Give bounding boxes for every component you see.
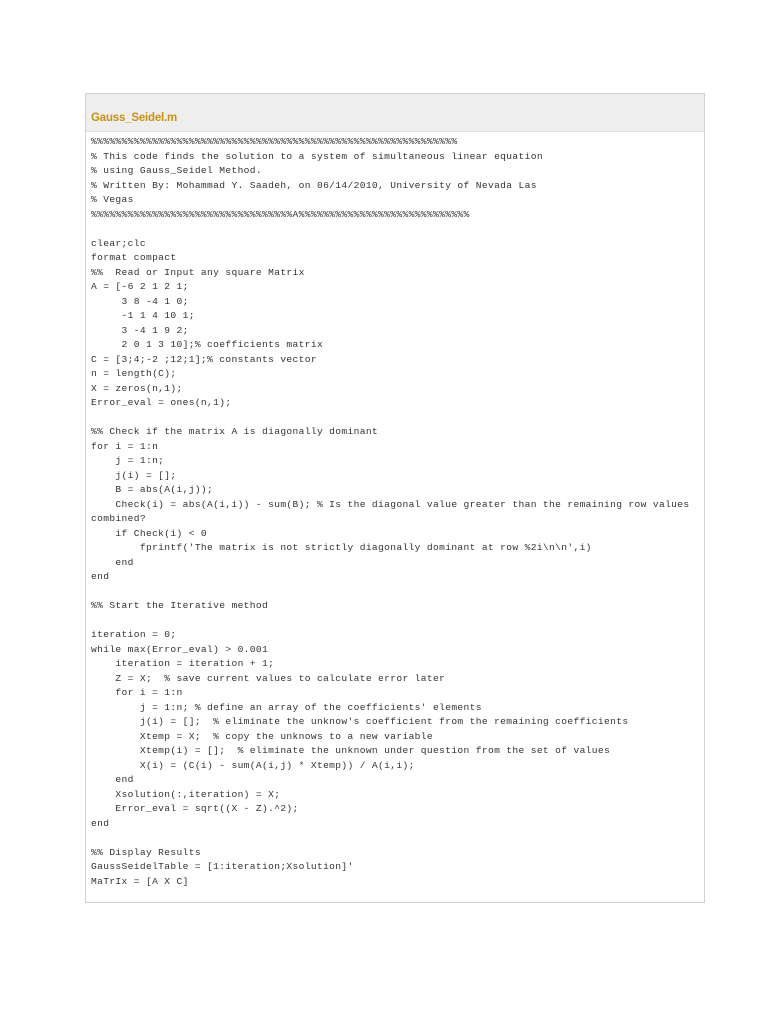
code-line: iteration = 0; (91, 629, 177, 640)
code-line: end (91, 774, 134, 785)
code-line (91, 222, 704, 237)
code-line: Xtemp = X; % copy the unknows to a new variable (91, 730, 434, 742)
code-line: %% Start the Iterative method (91, 600, 269, 611)
code-line: end (91, 817, 110, 829)
code-line: % This code finds the solution to a system of simultaneous linear equation (91, 150, 543, 162)
code-line: j(i) = []; % eliminate the unknow's coefficient from the remaining coefficients (91, 716, 629, 727)
code-line: j(i) = []; (91, 469, 177, 481)
code-line: 3 -4 1 9 2; (91, 324, 189, 336)
file-header (86, 94, 704, 132)
code-line: %% Display Results (91, 846, 201, 858)
code-file-panel (85, 93, 705, 903)
code-line: for i = 1:n (91, 440, 159, 452)
code-line (91, 411, 704, 426)
code-line: for i = 1:n (91, 687, 183, 698)
code-line: 3 8 -4 1 0; (91, 295, 189, 307)
code-line: j = 1:n; (91, 455, 165, 466)
code-line: clear;clc (91, 237, 146, 249)
code-line: Error_eval = sqrt((X - Z).^2); (91, 803, 299, 814)
code-line (91, 831, 704, 846)
code-line: iteration = iteration + 1; (91, 658, 275, 669)
code-line: end (91, 571, 110, 582)
code-line: Z = X; % save current values to calculate error later (91, 672, 446, 684)
code-line: -1 1 4 10 1; (91, 310, 195, 321)
code-line: n = length(C); (91, 368, 177, 379)
code-line: 2 0 1 3 10];% coefficients matrix (91, 339, 324, 350)
code-line (91, 585, 704, 600)
code-line: %%%%%%%%%%%%%%%%%%%%%%%%%%%%%%%%%%%%%%%%%%%%%%%%%%%%%%%%%%%% (91, 136, 458, 147)
code-line: %% Read or Input any square Matrix (91, 266, 305, 278)
code-line: combined? (91, 513, 146, 524)
code-block (86, 132, 704, 889)
code-line (91, 614, 704, 629)
code-line: while max(Error_eval) > 0.001 (91, 643, 269, 655)
code-line: A = [-6 2 1 2 1; (91, 281, 189, 292)
code-line: % Vegas (91, 194, 134, 205)
code-line: % using Gauss_Seidel Method. (91, 165, 263, 176)
code-line: if Check(i) < 0 (91, 527, 208, 539)
code-line: B = abs(A(i,j)); (91, 484, 214, 495)
code-line: MaTrIx = [A X C] (91, 875, 189, 887)
code-line: %% Check if the matrix A is diagonally dominant (91, 426, 379, 437)
code-line: end (91, 556, 134, 568)
code-line: %%%%%%%%%%%%%%%%%%%%%%%%%%%%%%%%%A%%%%%%%%%%%%%%%%%%%%%%%%%%%% (91, 208, 470, 220)
code-line: Xsolution(:,iteration) = X; (91, 788, 281, 800)
code-line: Check(i) = abs(A(i,i)) - sum(B); % Is the diagonal value greater than the remaining row values (91, 498, 690, 510)
code-line: j = 1:n; % define an array of the coefficients' elements (91, 701, 482, 713)
code-line: % Written By: Mohammad Y. Saadeh, on 06/14/2010, University of Nevada Las (91, 179, 537, 191)
code-line: X = zeros(n,1); (91, 382, 183, 394)
code-line: C = [3;4;-2 ;12;1];% constants vector (91, 353, 317, 365)
code-line: Error_eval = ones(n,1); (91, 397, 232, 408)
code-line: Xtemp(i) = []; % eliminate the unknown under question from the set of values (91, 745, 611, 756)
code-line: GaussSeidelTable = [1:iteration;Xsolution]' (91, 861, 354, 872)
code-line: format compact (91, 252, 177, 263)
file-title[interactable]: Gauss_Seidel.m (91, 111, 178, 124)
code-line: X(i) = (C(i) - sum(A(i,j) * Xtemp)) / A(i,i); (91, 759, 415, 771)
code-line: fprintf('The matrix is not strictly diagonally dominant at row %2i\n\n',i) (91, 542, 592, 553)
